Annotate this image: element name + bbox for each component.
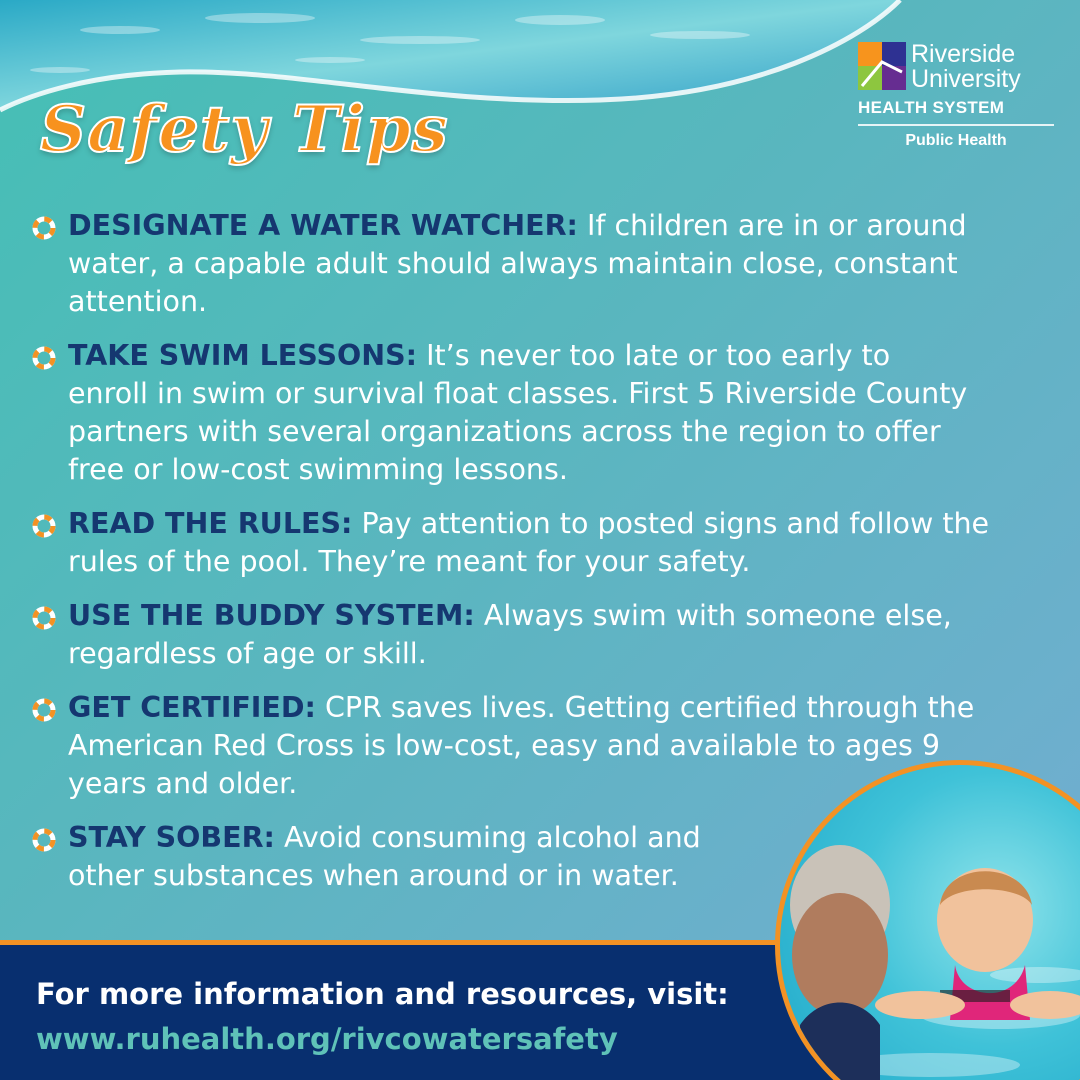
tip-body: Pay attention to posted signs and follow the rules of the pool. They’re meant for your safety. — [68, 507, 990, 578]
tip-heading: USE THE BUDDY SYSTEM: — [68, 599, 475, 632]
tip-body: Avoid consuming alcohol and other substances when around or in water. — [68, 821, 701, 892]
life-ring-icon — [32, 514, 56, 538]
tip-body: Always swim with someone else, regardless of age or skill. — [68, 599, 952, 670]
logo-line-riverside: Riverside — [911, 40, 1016, 68]
page-title: Safety Tips — [40, 92, 449, 167]
logo-line-public-health: Public Health — [905, 132, 1007, 149]
riverside-university-logo — [858, 42, 1054, 150]
life-ring-icon — [32, 698, 56, 722]
life-ring-icon — [32, 216, 56, 240]
tip-item — [32, 505, 1052, 581]
tip-heading: DESIGNATE A WATER WATCHER: — [68, 209, 578, 242]
logo-line-health-system: HEALTH SYSTEM — [858, 98, 1005, 117]
tip-item — [32, 207, 1052, 321]
life-ring-icon — [32, 346, 56, 370]
life-ring-icon — [32, 828, 56, 852]
tip-heading: TAKE SWIM LESSONS: — [68, 339, 418, 372]
tip-body: If children are in or around water, a capable adult should always maintain close, constant attention. — [68, 209, 967, 318]
logo-line-university: University — [911, 65, 1021, 93]
tip-body: CPR saves lives. Getting certified through the American Red Cross is low-cost, easy and available to ages 9 years and older. — [68, 691, 975, 800]
tip-item — [32, 337, 1052, 489]
logo-mark-icon — [858, 42, 906, 90]
logo-divider — [858, 124, 1054, 126]
tip-heading: STAY SOBER: — [68, 821, 275, 854]
tip-heading: GET CERTIFIED: — [68, 691, 316, 724]
tip-heading: READ THE RULES: — [68, 507, 353, 540]
footer-link[interactable]: www.ruhealth.org/rivcowatersafety — [36, 1022, 618, 1056]
tip-body: It’s never too late or too early to enroll in swim or survival float classes. First 5 Riverside County partners with several organizations across the region to offer free or low-cost swimming lessons. — [68, 339, 968, 486]
tip-item — [32, 597, 1052, 673]
life-ring-icon — [32, 606, 56, 630]
footer-text: For more information and resources, visit: — [36, 977, 729, 1011]
